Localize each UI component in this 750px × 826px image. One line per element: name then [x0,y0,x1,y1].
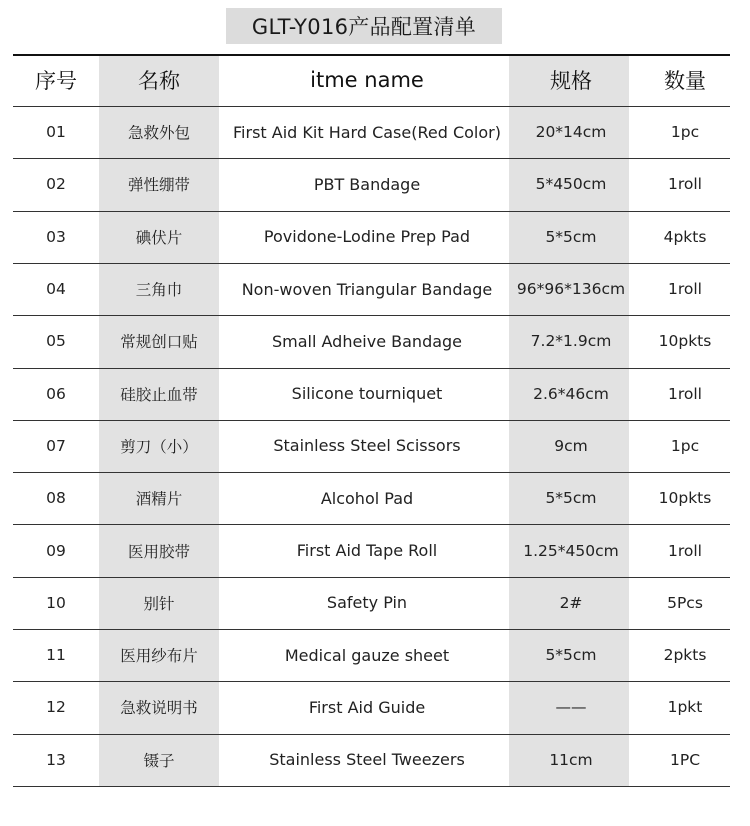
row-spec: 2.6*46cm [533,384,609,403]
table-row [13,106,730,158]
row-name-cn: 镊子 [143,751,175,770]
row-qty: 4pkts [663,227,707,246]
row-no: 10 [46,593,66,612]
row-no: 09 [46,541,66,560]
row-name-cn: 硅胶止血带 [120,385,198,404]
table-row [13,420,730,472]
row-qty: 1PC [669,750,701,769]
row-no: 05 [46,332,66,351]
row-spec: 5*5cm [545,227,597,246]
table-row [13,629,730,681]
row-name-en: PBT Bandage [313,174,421,194]
row-qty: 10pkts [658,332,712,351]
row-spec: 9cm [554,436,588,455]
table-row [13,263,730,315]
row-spec: 11cm [549,750,593,769]
row-qty: 1roll [668,280,702,299]
table-row [13,211,730,263]
row-name-cn: 医用胶带 [127,542,190,561]
row-qty: 1pc [670,436,700,455]
row-name-cn: 碘伏片 [135,228,183,247]
header-no: 序号 [35,69,77,93]
row-spec: —— [555,698,587,717]
table-row [13,472,730,524]
row-qty: 2pkts [663,646,707,665]
row-name-cn: 酒精片 [135,490,183,509]
row-qty: 10pkts [658,489,712,508]
row-name-en: Povidone-Lodine Prep Pad [263,227,471,247]
row-spec: 5*5cm [545,489,597,508]
row-name-cn: 别针 [143,594,175,613]
header-spec: 规格 [550,69,592,93]
table-row [13,158,730,210]
table-row [13,577,730,629]
row-no: 03 [46,227,66,246]
row-no: 01 [46,123,66,142]
row-name-cn: 三角巾 [135,281,183,300]
header-qty: 数量 [664,69,706,93]
row-no: 04 [46,280,66,299]
row-spec: 20*14cm [535,123,607,142]
row-name-en: Medical gauze sheet [284,645,450,665]
row-name-cn: 急救外包 [127,124,190,143]
row-qty: 1pkt [667,698,703,717]
row-spec: 5*5cm [545,646,597,665]
row-name-cn: 急救说明书 [120,699,198,718]
row-name-cn: 剪刀（小） [120,437,198,456]
table-header-row [13,54,730,106]
row-name-en: Stainless Steel Scissors [273,436,461,456]
row-name-en: First Aid Kit Hard Case(Red Color) [233,122,501,142]
row-no: 07 [46,436,66,455]
row-name-en: Small Adheive Bandage [271,331,463,351]
table-row [13,734,730,786]
table-row [13,368,730,420]
row-divider [13,786,730,787]
row-no: 02 [46,175,66,194]
row-qty: 1roll [668,384,702,403]
row-name-en: Stainless Steel Tweezers [269,750,465,770]
row-spec: 7.2*1.9cm [530,332,612,351]
row-no: 06 [46,384,66,403]
table-row [13,524,730,576]
row-spec: 1.25*450cm [523,541,619,560]
table-row [13,681,730,733]
row-name-en: Silicone tourniquet [291,384,443,404]
row-name-en: Non-woven Triangular Bandage [241,279,493,299]
row-qty: 1roll [668,541,702,560]
row-name-en: First Aid Guide [308,697,426,717]
row-no: 13 [46,750,66,769]
row-name-en: Safety Pin [326,593,408,613]
row-spec: 96*96*136cm [516,280,626,299]
header-name-cn: 名称 [138,69,180,93]
row-name-cn: 弹性绷带 [127,176,190,195]
header-name-en: itme name [310,68,424,92]
row-name-cn: 医用纱布片 [120,647,198,666]
row-spec: 2# [559,593,583,612]
row-spec: 5*450cm [535,175,607,194]
table-top-rule [13,54,730,56]
row-qty: 5Pcs [667,593,703,612]
row-no: 08 [46,489,66,508]
row-qty: 1roll [668,175,702,194]
row-no: 11 [46,646,66,665]
table-row [13,315,730,367]
row-name-en: Alcohol Pad [320,488,414,508]
page-title: GLT-Y016产品配置清单 [226,8,502,44]
row-name-en: First Aid Tape Roll [296,541,438,561]
row-qty: 1pc [670,123,700,142]
row-name-cn: 常规创口贴 [120,333,198,352]
row-no: 12 [46,698,66,717]
